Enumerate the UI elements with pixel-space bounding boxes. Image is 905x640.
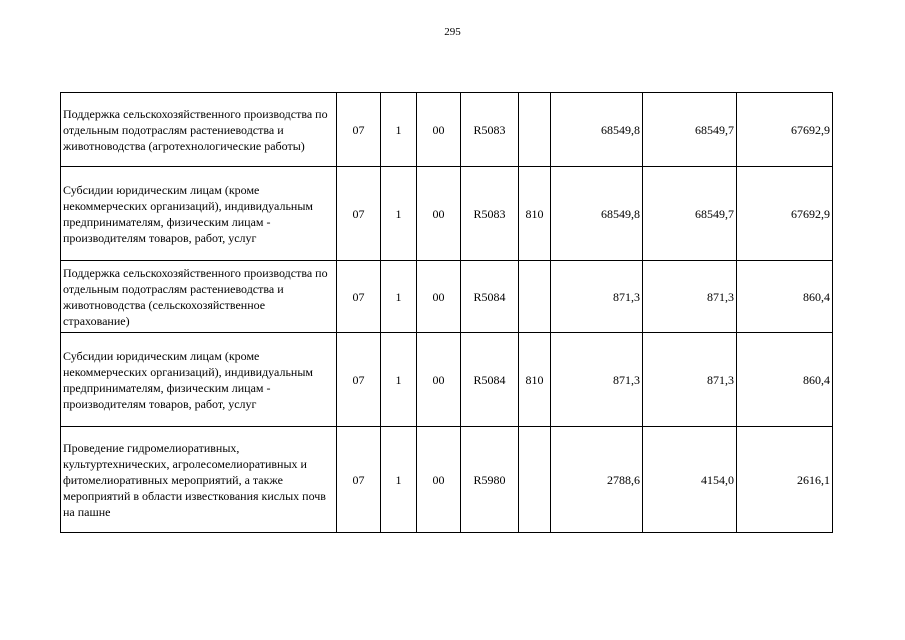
target-code-cell: R5980 (461, 427, 519, 533)
sub-cell: 00 (417, 261, 461, 333)
target-code-cell: R5083 (461, 93, 519, 167)
value-2-cell: 871,3 (643, 333, 737, 427)
section-cell: 07 (337, 261, 381, 333)
row-name-cell: Проведение гидромелиоративных, культуртехнических, агролесомелиоративных и фитомелиоративных мероприятий, а также мероприятий в области известкования кислых почв на пашне (61, 427, 337, 533)
budget-table (60, 92, 833, 533)
sub-cell: 00 (417, 427, 461, 533)
table-row (61, 427, 833, 533)
row-name-cell: Поддержка сельскохозяйственного производства по отдельным подотраслям растениеводства и животноводства (агротехнологические работы) (61, 93, 337, 167)
row-name-cell: Субсидии юридическим лицам (кроме некоммерческих организаций), индивидуальным предпринимателям, физическим лицам - производителям товаров, работ, услуг (61, 167, 337, 261)
table-row (61, 261, 833, 333)
value-2-cell: 871,3 (643, 261, 737, 333)
subsection-cell: 1 (381, 93, 417, 167)
value-1-cell: 68549,8 (551, 93, 643, 167)
table-row (61, 333, 833, 427)
value-2-cell: 68549,7 (643, 93, 737, 167)
value-3-cell: 860,4 (737, 261, 833, 333)
expense-type-cell (519, 427, 551, 533)
expense-type-cell: 810 (519, 333, 551, 427)
expense-type-cell (519, 93, 551, 167)
value-1-cell: 68549,8 (551, 167, 643, 261)
sub-cell: 00 (417, 167, 461, 261)
value-1-cell: 2788,6 (551, 427, 643, 533)
value-3-cell: 67692,9 (737, 93, 833, 167)
value-1-cell: 871,3 (551, 261, 643, 333)
value-1-cell: 871,3 (551, 333, 643, 427)
section-cell: 07 (337, 333, 381, 427)
value-3-cell: 67692,9 (737, 167, 833, 261)
row-name-cell: Субсидии юридическим лицам (кроме некоммерческих организаций), индивидуальным предпринимателям, физическим лицам - производителям товаров, работ, услуг (61, 333, 337, 427)
table-row (61, 93, 833, 167)
table-row (61, 167, 833, 261)
subsection-cell: 1 (381, 427, 417, 533)
sub-cell: 00 (417, 333, 461, 427)
subsection-cell: 1 (381, 333, 417, 427)
target-code-cell: R5084 (461, 333, 519, 427)
value-3-cell: 860,4 (737, 333, 833, 427)
subsection-cell: 1 (381, 167, 417, 261)
value-2-cell: 68549,7 (643, 167, 737, 261)
target-code-cell: R5084 (461, 261, 519, 333)
section-cell: 07 (337, 427, 381, 533)
expense-type-cell (519, 261, 551, 333)
page-number: 295 (444, 26, 461, 38)
row-name-cell: Поддержка сельскохозяйственного производства по отдельным подотраслям растениеводства и животноводства (сельскохозяйственное страхование) (61, 261, 337, 333)
section-cell: 07 (337, 167, 381, 261)
value-3-cell: 2616,1 (737, 427, 833, 533)
subsection-cell: 1 (381, 261, 417, 333)
target-code-cell: R5083 (461, 167, 519, 261)
section-cell: 07 (337, 93, 381, 167)
value-2-cell: 4154,0 (643, 427, 737, 533)
expense-type-cell: 810 (519, 167, 551, 261)
sub-cell: 00 (417, 93, 461, 167)
